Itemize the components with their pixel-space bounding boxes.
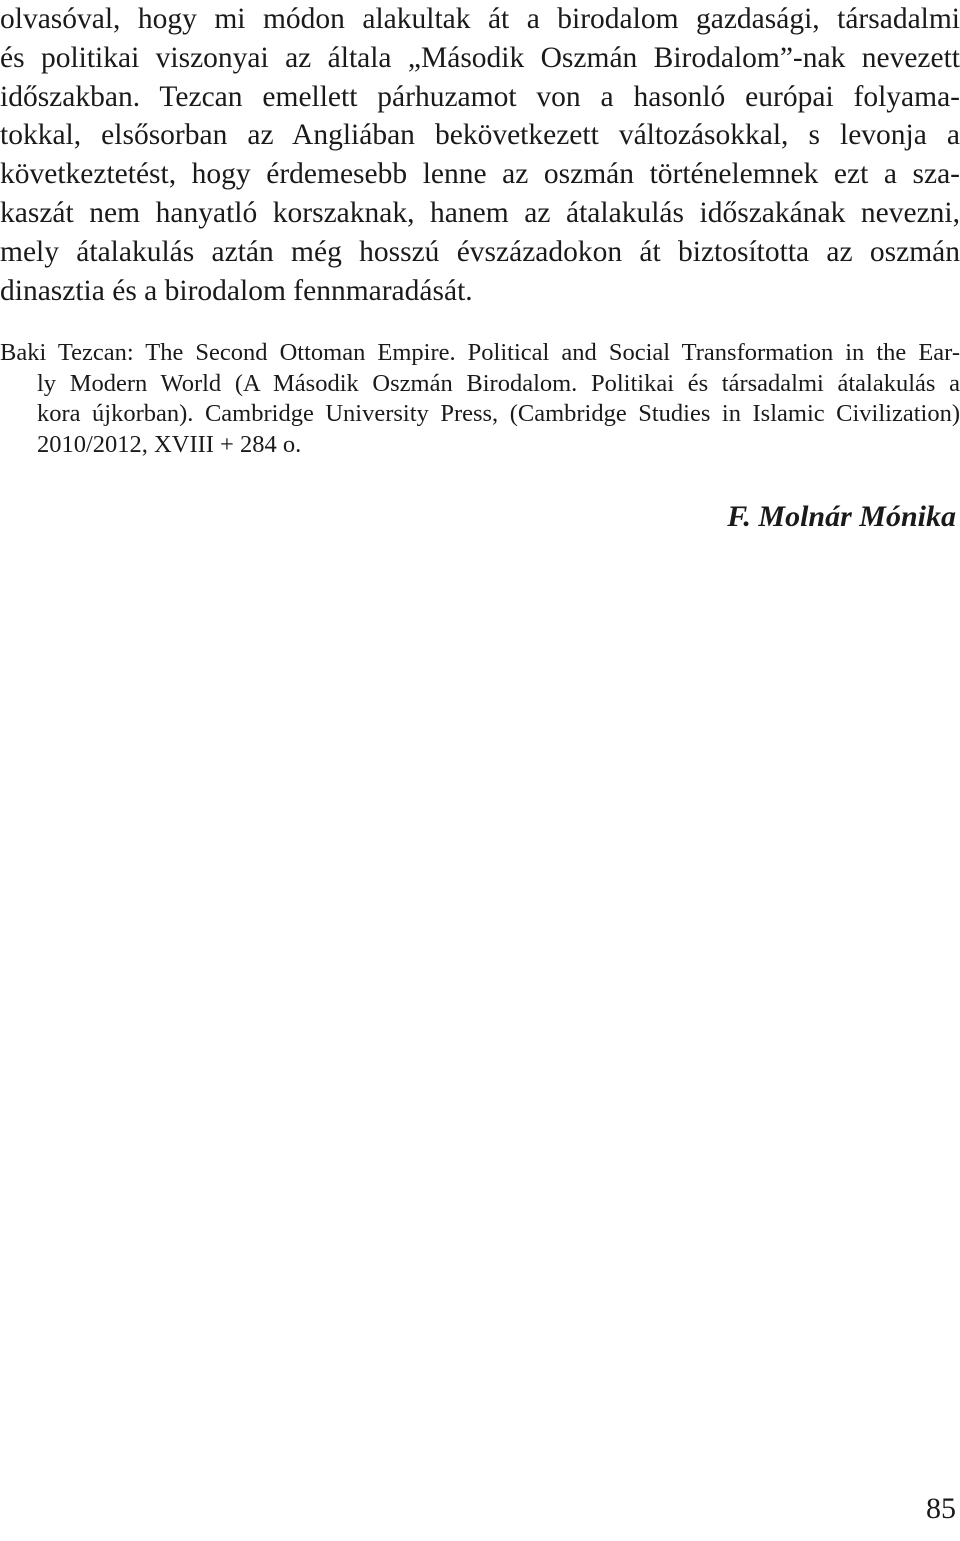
body-line: tokkal, elsősorban az Angliában bekövetkezett változásokkal, s levonja a: [0, 119, 960, 152]
page-number: 85: [926, 1492, 956, 1525]
body-line: mely átalakulás aztán még hosszú évszázadokon át biztosította az oszmán: [0, 235, 960, 268]
body-line: olvasóval, hogy mi módon alakultak át a birodalom gazdasági, társadalmi: [0, 3, 960, 35]
body-line: és politikai viszonyai az általa „Második Oszmán Birodalom”-nak nevezett: [0, 41, 960, 74]
body-paragraph: [0, 0, 960, 310]
bibliography-line: 2010/2012, XVIII + 284 o.: [37, 430, 302, 458]
bibliography-line: kora újkorban). Cambridge University Press, (Cambridge Studies in Islamic Civilization): [37, 400, 960, 428]
bibliography-line: Baki Tezcan: The Second Ottoman Empire. Political and Social Transformation in the Ear-: [0, 339, 960, 366]
bibliography-line: ly Modern World (A Második Oszmán Birodalom. Politikai és társadalmi átalakulás a: [37, 369, 960, 397]
body-line: következtetést, hogy érdemesebb lenne az oszmán történelemnek ezt a sza-: [0, 158, 960, 191]
review-author: F. Molnár Mónika: [727, 500, 956, 533]
bibliography-entry: [0, 338, 960, 460]
body-line: dinasztia és a birodalom fennmaradását.: [0, 274, 473, 307]
body-line: időszakban. Tezcan emellett párhuzamot von a hasonló európai folyama-: [0, 80, 960, 113]
body-line: kaszát nem hanyatló korszaknak, hanem az átalakulás időszakának nevezni,: [0, 196, 960, 229]
